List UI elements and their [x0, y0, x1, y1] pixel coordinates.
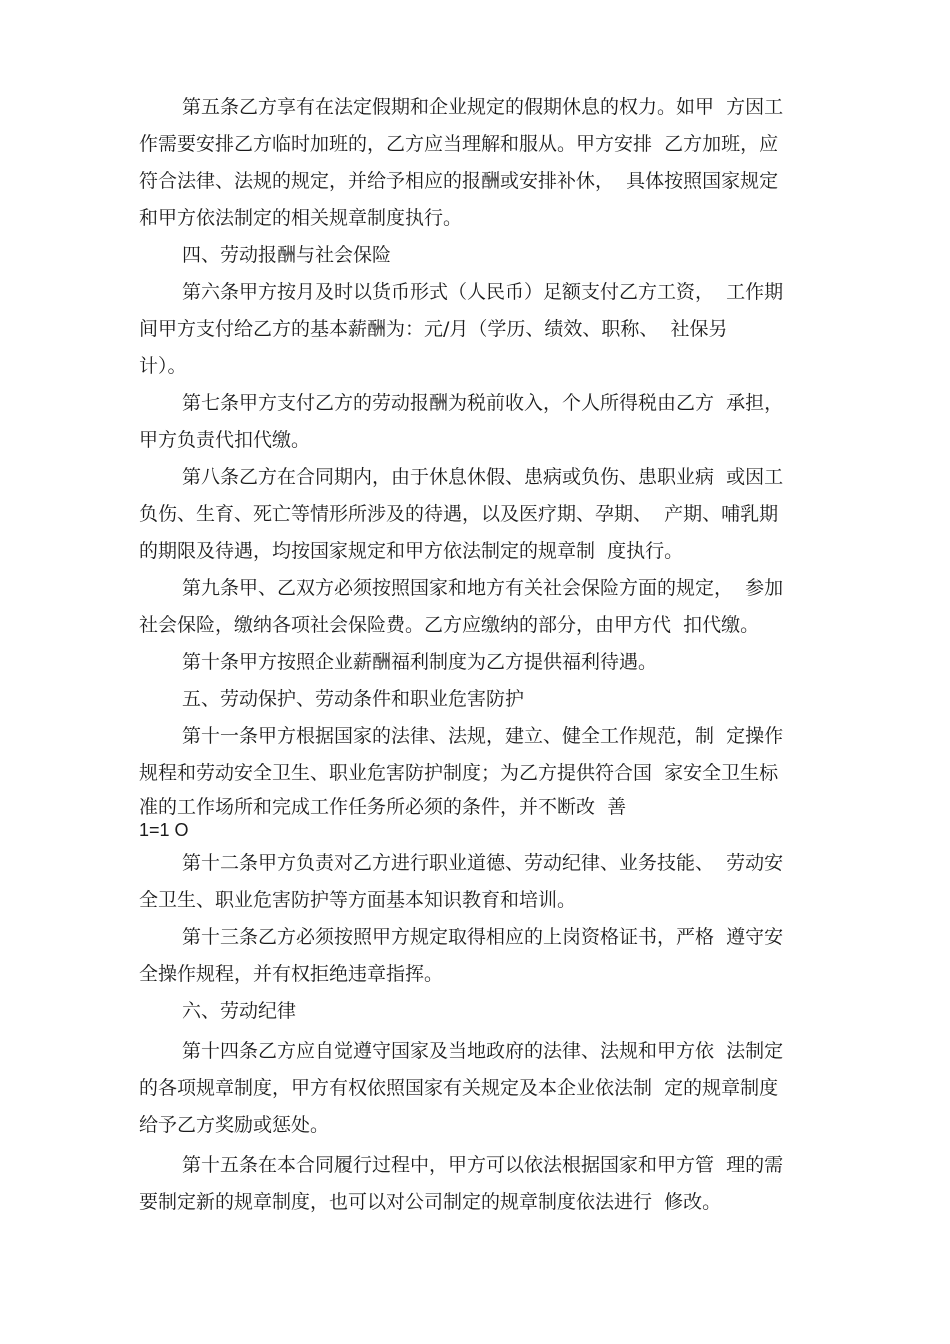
text-line: 计）。: [139, 355, 187, 377]
section-heading: 四、劳动报酬与社会保险: [182, 244, 392, 266]
text-line: 负伤、生育、死亡等情形所涉及的待遇，以及医疗期、孕期、 产期、哺乳期: [139, 503, 779, 525]
text-line: 第八条乙方在合同期内，由于休息休假、患病或负伤、患职业病 或因工: [182, 466, 784, 488]
text-line: 第七条甲方支付乙方的劳动报酬为税前收入，个人所得税由乙方 承担，: [182, 392, 784, 414]
text-line: 第十二条甲方负责对乙方进行职业道德、劳动纪律、业务技能、 劳动安: [182, 852, 784, 874]
text-line: 第十五条在本合同履行过程中，甲方可以依法根据国家和甲方管 理的需: [182, 1154, 784, 1176]
text-line: 第十三条乙方必须按照甲方规定取得相应的上岗资格证书，严格 遵守安: [182, 926, 784, 948]
section-heading: 五、劳动保护、劳动条件和职业危害防护: [182, 688, 525, 710]
text-line: 准的工作场所和完成工作任务所必须的条件，并不断改 善: [139, 796, 627, 818]
text-line: 第十四条乙方应自觉遵守国家及当地政府的法律、法规和甲方依 法制定: [182, 1040, 784, 1062]
text-line: 甲方负责代扣代缴。: [139, 429, 311, 451]
text-line: 作需要安排乙方临时加班的，乙方应当理解和服从。甲方安排 乙方加班，应: [139, 133, 779, 155]
text-line: 给予乙方奖励或惩处。: [139, 1114, 330, 1136]
text-line: 第十条甲方按照企业薪酬福利制度为乙方提供福利待遇。: [182, 651, 658, 673]
text-line: 第六条甲方按月及时以货币形式（人民币）足额支付乙方工资， 工作期: [182, 281, 784, 303]
text-line: 规程和劳动安全卫生、职业危害防护制度；为乙方提供符合国 家安全卫生标: [139, 762, 779, 784]
text-line: 和甲方依法制定的相关规章制度执行。: [139, 207, 463, 229]
text-line: 第五条乙方享有在法定假期和企业规定的假期休息的权力。如甲 方因工: [182, 96, 784, 118]
text-line: 间甲方支付给乙方的基本薪酬为：元/月（学历、绩效、职称、 社保另: [139, 318, 728, 340]
text-line: 全操作规程，并有权拒绝违章指挥。: [139, 963, 444, 985]
section-heading: 六、劳动纪律: [182, 1000, 297, 1022]
text-line: 第九条甲、乙双方必须按照国家和地方有关社会保险方面的规定， 参加: [182, 577, 784, 599]
text-line: 的期限及待遇，均按国家规定和甲方依法制定的规章制 度执行。: [139, 540, 684, 562]
text-line: 的各项规章制度，甲方有权依照国家有关规定及本企业依法制 定的规章制度: [139, 1077, 779, 1099]
text-line: 全卫生、职业危害防护等方面基本知识教育和培训。: [139, 889, 577, 911]
text-line: 符合法律、法规的规定，并给予相应的报酬或安排补休， 具体按照国家规定: [139, 170, 779, 192]
text-line: 要制定新的规章制度，也可以对公司制定的规章制度依法进行 修改。: [139, 1191, 722, 1213]
text-line: 1=1 O: [139, 820, 189, 840]
text-line: 社会保险，缴纳各项社会保险费。乙方应缴纳的部分，由甲方代 扣代缴。: [139, 614, 760, 636]
text-line: 第十一条甲方根据国家的法律、法规，建立、健全工作规范，制 定操作: [182, 725, 784, 747]
